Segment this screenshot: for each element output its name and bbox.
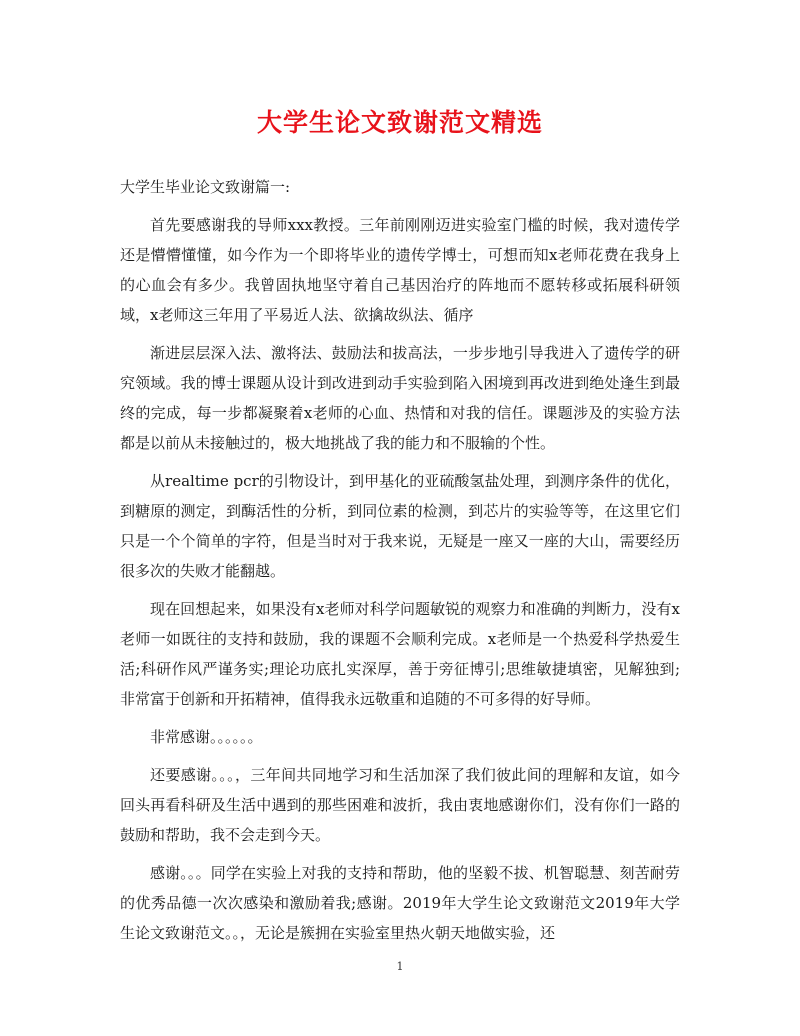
paragraph: 非常感谢。。。。。。: [150, 728, 263, 746]
paragraph: 首先要感谢我的导师xxx教授。三年前刚刚迈进实验室门槛的时候，我对遗传学还是懵懵懂懂，如今作为一个即将毕业的遗传学博士，可想而知x老师花费在我身上的心血会有多少。我曾固执地坚守着自己基因治疗的阵地而不愿转移或拓展科研领域，x老师这三年用了平易近人法、欲擒故纵法、循序: [120, 216, 680, 324]
paragraph: 感谢。。。同学在实验上对我的支持和帮助，他的坚毅不拔、机智聪慧、刻苦耐劳的优秀品德一次次感染和激励着我;感谢。2019年大学生论文致谢范文2019年大学生论文致谢范文。。，无论是簇拥在实验室里热火朝天地做实验，还: [120, 864, 680, 942]
paragraph: 从realtime pcr的引物设计，到甲基化的亚硫酸氢盐处理，到测序条件的优化，到糖原的测定，到酶活性的分析，到同位素的检测，到芯片的实验等等，在这里它们只是一个个简单的字符，但是当时对于我来说，无疑是一座又一座的大山，需要经历很多次的失败才能翻越。: [120, 472, 680, 580]
paragraph: 现在回想起来，如果没有x老师对科学问题敏锐的观察力和准确的判断力，没有x老师一如既往的支持和鼓励，我的课题不会顺利完成。x老师是一个热爱科学热爱生活;科研作风严谨务实;理论功底扎实深厚，善于旁征博引;思维敏捷填密，见解独到;非常富于创新和开拓精神，值得我永远敬重和追随的不可多得的好导师。: [120, 600, 680, 708]
document-title: 大学生论文致谢范文精选: [256, 108, 543, 137]
paragraph: 渐进层层深入法、激将法、鼓励法和拔高法，一步步地引导我进入了遗传学的研究领域。我的博士课题从设计到改进到动手实验到陷入困境到再改进到绝处逢生到最终的完成，每一步都凝聚着x老师的心血、热情和对我的信任。课题涉及的实验方法都是以前从未接触过的，极大地挑战了我的能力和不服输的个性。: [120, 344, 680, 452]
paragraph: 还要感谢。。。，三年间共同地学习和生活加深了我们彼此间的理解和友谊，如今回头再看科研及生活中遇到的那些困难和波折，我由衷地感谢你们，没有你们一路的鼓励和帮助，我不会走到今天。: [120, 766, 680, 844]
paragraph-heading: 大学生毕业论文致谢篇一:: [120, 178, 291, 196]
page-number: 1: [396, 960, 404, 973]
document-body: [120, 172, 680, 956]
